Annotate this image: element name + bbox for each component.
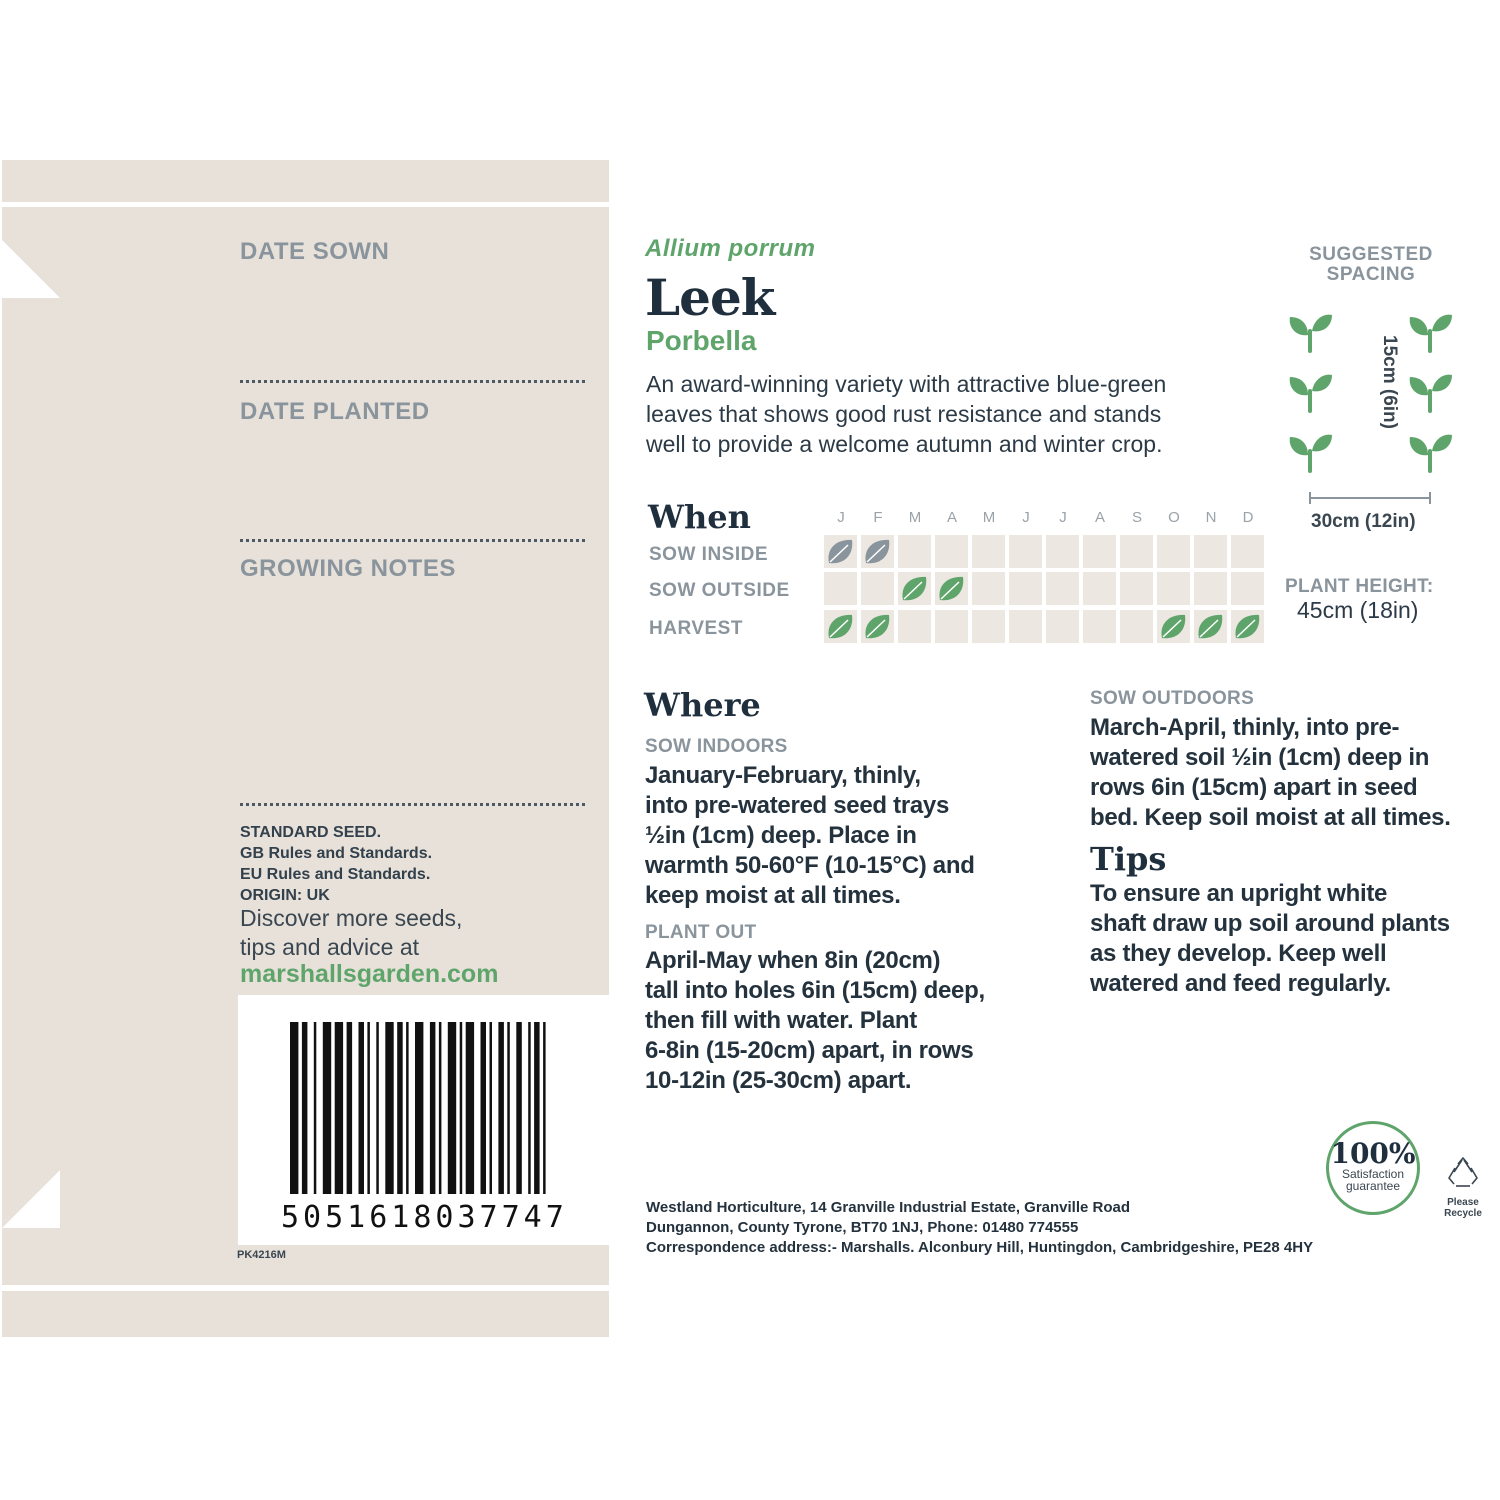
calendar-cell — [935, 535, 968, 568]
date-sown-label: DATE SOWN — [240, 238, 390, 265]
when-heading: When — [648, 498, 751, 536]
row-label-sow-inside: SOW INSIDE — [649, 544, 769, 565]
badge-percent: 100% — [1330, 1137, 1416, 1170]
barcode-number: 5051618037747 — [281, 1200, 568, 1235]
text-line: shaft draw up soil around plants — [1090, 910, 1450, 937]
calendar-cell — [1231, 535, 1264, 568]
calendar-cell — [1083, 572, 1116, 605]
sow-indoors-label: SOW INDOORS — [645, 736, 788, 757]
calendar-cell — [1194, 610, 1227, 643]
calendar-cell — [824, 572, 857, 605]
row-label-sow-outside: SOW OUTSIDE — [649, 580, 790, 601]
discover-line: Discover more seeds, — [240, 905, 463, 931]
plant-height-label: PLANT HEIGHT: — [1285, 576, 1434, 597]
plant-height-value: 45cm (18in) — [1297, 597, 1419, 623]
text-line: as they develop. Keep well — [1090, 940, 1387, 967]
calendar-cell — [898, 572, 931, 605]
barcode-bar — [323, 1022, 331, 1194]
barcode-bar — [460, 1022, 463, 1194]
month-label: D — [1242, 509, 1254, 526]
month-label: A — [946, 509, 957, 526]
seed-standards — [240, 822, 432, 906]
barcode-panel — [238, 995, 609, 1245]
leaf-icon — [1194, 610, 1227, 643]
calendar-cell — [1231, 610, 1264, 643]
text-line: rows 6in (15cm) apart in seed — [1090, 774, 1418, 801]
calendar-cell — [1194, 535, 1227, 568]
product-description — [646, 369, 1166, 459]
text-line: then fill with water. Plant — [645, 1007, 917, 1034]
barcode-bar — [543, 1022, 546, 1194]
text-line: March-April, thinly, into pre- — [1090, 714, 1400, 741]
text-line: 10-12in (25-30cm) apart. — [645, 1067, 912, 1094]
month-label: M — [908, 509, 922, 526]
address-line: Correspondence address:- Marshalls. Alconbury Hill, Huntingdon, Cambridgeshire, PE28 4HY — [646, 1239, 1314, 1256]
satisfaction-badge — [1326, 1121, 1420, 1215]
sprout-icon — [1290, 315, 1332, 353]
leaf-icon — [861, 610, 894, 643]
recycle-label — [1438, 1197, 1488, 1219]
leaf-icon — [1231, 610, 1264, 643]
text-line: 6-8in (15-20cm) apart, in rows — [645, 1037, 974, 1064]
month-label: J — [1059, 509, 1067, 526]
description-line: An award-winning variety with attractive blue-green — [646, 371, 1167, 397]
text-line: bed. Keep soil moist at all times. — [1090, 804, 1451, 831]
leaf-icon — [898, 572, 931, 605]
divider — [240, 539, 585, 542]
barcode-bar — [302, 1022, 308, 1194]
calendar-cell — [935, 610, 968, 643]
barcode-bar — [490, 1022, 493, 1194]
barcode-bar — [534, 1022, 540, 1194]
calendar-cell — [1083, 610, 1116, 643]
month-label: O — [1168, 509, 1180, 526]
description-line: leaves that shows good rust resistance and stands — [646, 401, 1162, 427]
address-line: Dungannon, County Tyrone, BT70 1NJ, Phone: 01480 774555 — [646, 1219, 1079, 1236]
text-line: ½in (1cm) deep. Place in — [645, 822, 917, 849]
sow-indoors-text — [645, 761, 975, 911]
growing-notes-label: GROWING NOTES — [240, 555, 456, 582]
product-title: Leek — [645, 268, 775, 327]
barcode-bar — [359, 1022, 365, 1194]
calendar-cell — [1009, 535, 1042, 568]
badge-line: guarantee — [1345, 1179, 1401, 1193]
barcode-bar — [406, 1022, 409, 1194]
tips-heading: Tips — [1090, 840, 1167, 878]
sprout-icon — [1410, 375, 1452, 413]
plant-out-label: PLANT OUT — [645, 922, 757, 943]
barcode-bar — [507, 1022, 510, 1194]
calendar-cell — [824, 535, 857, 568]
text-line: watered and feed regularly. — [1090, 970, 1391, 997]
barcode-bar — [347, 1022, 353, 1194]
calendar-cell — [1046, 572, 1079, 605]
recycle-icon — [1444, 1156, 1482, 1192]
month-label: S — [1131, 509, 1142, 526]
discover-line: tips and advice at — [240, 934, 420, 960]
variety-name: Porbella — [646, 325, 757, 356]
barcode-bar — [466, 1022, 474, 1194]
text-line: January-February, thinly, — [645, 762, 921, 789]
recycle-line: Please — [1447, 1197, 1479, 1208]
spacing-diagram — [1280, 305, 1470, 505]
leaf-icon — [935, 572, 968, 605]
standard-line: STANDARD SEED. — [240, 824, 382, 841]
spacing-title-line: SUGGESTED — [1309, 244, 1433, 265]
badge-line: Satisfaction — [1341, 1167, 1405, 1181]
barcode-bar — [516, 1022, 522, 1194]
divider — [240, 380, 585, 383]
month-label: A — [1094, 509, 1105, 526]
calendar-cell — [824, 610, 857, 643]
calendar-cell — [972, 535, 1005, 568]
text-line: into pre-watered seed trays — [645, 792, 950, 819]
calendar-cell — [861, 572, 894, 605]
standard-line: GB Rules and Standards. — [240, 845, 433, 862]
bottom-strip — [2, 1291, 609, 1337]
calendar-cell — [1120, 535, 1153, 568]
calendar-cell — [1046, 610, 1079, 643]
description-line: well to provide a welcome autumn and winter crop. — [646, 431, 1163, 457]
calendar-cell — [1157, 535, 1190, 568]
month-label: J — [1022, 509, 1030, 526]
leaf-icon — [824, 610, 857, 643]
sprout-icon — [1410, 315, 1452, 353]
month-label: N — [1205, 509, 1217, 526]
barcode-bar — [335, 1022, 343, 1194]
text-line: To ensure an upright white — [1090, 880, 1388, 907]
month-label: F — [873, 509, 883, 526]
barcode-bar — [481, 1022, 487, 1194]
barcode-bar — [290, 1022, 298, 1194]
month-label: J — [837, 509, 845, 526]
text-line: April-May when 8in (20cm) — [645, 947, 941, 974]
calendar-cell — [861, 535, 894, 568]
sow-outdoors-text — [1090, 713, 1451, 833]
calendar-cell — [898, 610, 931, 643]
website-link[interactable]: marshallsgarden.com — [240, 960, 499, 988]
barcode-bar — [528, 1022, 531, 1194]
spacing-title-line: SPACING — [1326, 264, 1416, 285]
calendar-cell — [1083, 535, 1116, 568]
barcode-bar — [415, 1022, 423, 1194]
barcode-image — [290, 1022, 590, 1197]
barcode-bar — [385, 1022, 393, 1194]
calendar-cell — [861, 610, 894, 643]
recycle-line: Recycle — [1444, 1208, 1482, 1219]
plant-out-text — [645, 946, 985, 1096]
leaf-icon — [1157, 610, 1190, 643]
spacing-title — [1296, 245, 1446, 285]
address-line: Westland Horticulture, 14 Granville Industrial Estate, Granville Road — [646, 1199, 1131, 1216]
leaf-icon — [824, 535, 857, 568]
calendar-cell — [1009, 572, 1042, 605]
product-code: PK4216M — [237, 1249, 286, 1261]
tips-text — [1090, 879, 1450, 999]
calendar-cell — [1046, 535, 1079, 568]
row-label-harvest: HARVEST — [649, 618, 743, 639]
calendar-cell — [935, 572, 968, 605]
text-line: keep moist at all times. — [645, 882, 901, 909]
month-label: M — [982, 509, 996, 526]
spacing-vertical: 15cm (6in) — [1379, 335, 1400, 429]
standard-line: EU Rules and Standards. — [240, 866, 431, 883]
date-planted-label: DATE PLANTED — [240, 398, 430, 425]
calendar-cell — [1120, 572, 1153, 605]
standard-line: ORIGIN: UK — [240, 887, 330, 904]
barcode-bar — [430, 1022, 436, 1194]
divider — [240, 803, 585, 806]
barcode-bar — [397, 1022, 403, 1194]
barcode-bar — [314, 1022, 317, 1194]
text-line: watered soil ½in (1cm) deep in — [1090, 744, 1430, 771]
calendar-cell — [1194, 572, 1227, 605]
barcode-bar — [367, 1022, 370, 1194]
barcode-bar — [439, 1022, 442, 1194]
discover-text — [240, 904, 462, 962]
leaf-icon — [861, 535, 894, 568]
calendar-cell — [972, 610, 1005, 643]
calendar-cell — [972, 572, 1005, 605]
calendar-cell — [1120, 610, 1153, 643]
calendar-cell — [898, 535, 931, 568]
barcode-bar — [376, 1022, 379, 1194]
calendar-cell — [1157, 610, 1190, 643]
sow-outdoors-label: SOW OUTDOORS — [1090, 688, 1255, 709]
text-line: warmth 50-60°F (10-15°C) and — [645, 852, 975, 879]
sprout-icon — [1410, 435, 1452, 473]
latin-name: Allium porrum — [645, 235, 816, 262]
calendar-cell — [1009, 610, 1042, 643]
spacing-horizontal: 30cm (12in) — [1311, 511, 1416, 532]
where-heading: Where — [644, 686, 761, 724]
company-address — [646, 1198, 1313, 1258]
calendar-cell — [1231, 572, 1264, 605]
sprout-icon — [1290, 375, 1332, 413]
barcode-bar — [448, 1022, 456, 1194]
barcode-bar — [498, 1022, 504, 1194]
calendar-cell — [1157, 572, 1190, 605]
text-line: tall into holes 6in (15cm) deep, — [645, 977, 985, 1004]
sprout-icon — [1290, 435, 1332, 473]
